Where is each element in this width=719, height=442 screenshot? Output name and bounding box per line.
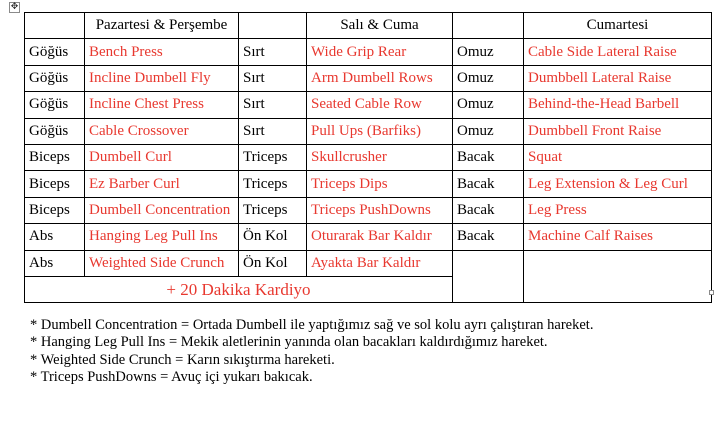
table-row <box>25 197 712 223</box>
table-row <box>25 224 712 250</box>
header-cell <box>453 13 524 39</box>
muscle-group-cell: Biceps <box>25 197 85 223</box>
exercise-cell: Ayakta Bar Kaldır <box>307 250 453 276</box>
table-row <box>25 118 712 144</box>
exercise-cell: Oturarak Bar Kaldır <box>307 224 453 250</box>
table-row <box>25 65 712 91</box>
table-row <box>25 92 712 118</box>
exercise-cell: Wide Grip Rear <box>307 39 453 65</box>
muscle-group-cell: Omuz <box>453 65 524 91</box>
exercise-cell: Incline Dumbell Fly <box>85 65 239 91</box>
muscle-group-cell: Triceps <box>239 197 307 223</box>
exercise-cell: Leg Extension & Leg Curl <box>524 171 712 197</box>
muscle-group-cell: Biceps <box>25 144 85 170</box>
muscle-group-cell: Bacak <box>453 224 524 250</box>
muscle-group-cell: Sırt <box>239 65 307 91</box>
note-line: * Hanging Leg Pull Ins = Mekik aletlerinin yanında olan bacakları kaldırdığımız hareket. <box>30 334 548 351</box>
note-line: * Triceps PushDowns = Avuç içi yukarı bakıcak. <box>30 368 313 385</box>
exercise-cell: Incline Chest Press <box>85 92 239 118</box>
cardio-cell: + 20 Dakika Kardiyo <box>25 276 453 302</box>
table-row <box>25 144 712 170</box>
muscle-group-cell: Bacak <box>453 171 524 197</box>
muscle-group-cell: Göğüs <box>25 65 85 91</box>
muscle-group-cell: Triceps <box>239 144 307 170</box>
header-cell: Salı & Cuma <box>307 13 453 39</box>
table-row <box>25 250 712 276</box>
exercise-cell: Dumbell Curl <box>85 144 239 170</box>
exercise-cell: Dumbell Concentration <box>85 197 239 223</box>
muscle-group-cell: Abs <box>25 250 85 276</box>
exercise-cell <box>524 250 712 303</box>
muscle-group-cell: Bacak <box>453 144 524 170</box>
muscle-group-cell: Ön Kol <box>239 250 307 276</box>
table-move-handle-icon[interactable]: ✥ <box>10 2 19 12</box>
exercise-cell: Pull Ups (Barfiks) <box>307 118 453 144</box>
note-line: * Weighted Side Crunch = Karın sıkıştırma hareketi. <box>30 351 335 368</box>
muscle-group-cell <box>453 250 524 303</box>
exercise-cell: Triceps PushDowns <box>307 197 453 223</box>
workout-table <box>24 12 712 303</box>
muscle-group-cell: Omuz <box>453 118 524 144</box>
muscle-group-cell: Sırt <box>239 39 307 65</box>
muscle-group-cell: Göğüs <box>25 118 85 144</box>
header-cell: Pazartesi & Perşembe <box>85 13 239 39</box>
muscle-group-cell: Göğüs <box>25 92 85 118</box>
exercise-cell: Cable Crossover <box>85 118 239 144</box>
exercise-cell: Squat <box>524 144 712 170</box>
table-header-row <box>25 13 712 39</box>
exercise-cell: Arm Dumbell Rows <box>307 65 453 91</box>
muscle-group-cell: Biceps <box>25 171 85 197</box>
muscle-group-cell: Abs <box>25 224 85 250</box>
muscle-group-cell: Bacak <box>453 197 524 223</box>
note-line: * Dumbell Concentration = Ortada Dumbell ile yaptığımız sağ ve sol kolu ayrı çalıştıran hareket. <box>30 317 594 333</box>
exercise-cell: Machine Calf Raises <box>524 224 712 250</box>
exercise-cell: Weighted Side Crunch <box>85 250 239 276</box>
table-row <box>25 39 712 65</box>
muscle-group-cell: Göğüs <box>25 39 85 65</box>
table-resize-handle-icon[interactable] <box>709 290 714 295</box>
header-cell <box>25 13 85 39</box>
header-cell: Cumartesi <box>524 13 712 39</box>
exercise-cell: Behind-the-Head Barbell <box>524 92 712 118</box>
table-row <box>25 171 712 197</box>
exercise-cell: Ez Barber Curl <box>85 171 239 197</box>
exercise-cell: Hanging Leg Pull Ins <box>85 224 239 250</box>
muscle-group-cell: Triceps <box>239 171 307 197</box>
exercise-cell: Seated Cable Row <box>307 92 453 118</box>
exercise-cell: Leg Press <box>524 197 712 223</box>
exercise-cell: Skullcrusher <box>307 144 453 170</box>
exercise-cell: Triceps Dips <box>307 171 453 197</box>
muscle-group-cell: Ön Kol <box>239 224 307 250</box>
notes-section <box>30 317 593 386</box>
muscle-group-cell: Omuz <box>453 92 524 118</box>
muscle-group-cell: Sırt <box>239 92 307 118</box>
exercise-cell: Bench Press <box>85 39 239 65</box>
muscle-group-cell: Omuz <box>453 39 524 65</box>
muscle-group-cell: Sırt <box>239 118 307 144</box>
exercise-cell: Dumbbell Lateral Raise <box>524 65 712 91</box>
exercise-cell: Dumbbell Front Raise <box>524 118 712 144</box>
exercise-cell: Cable Side Lateral Raise <box>524 39 712 65</box>
header-cell <box>239 13 307 39</box>
